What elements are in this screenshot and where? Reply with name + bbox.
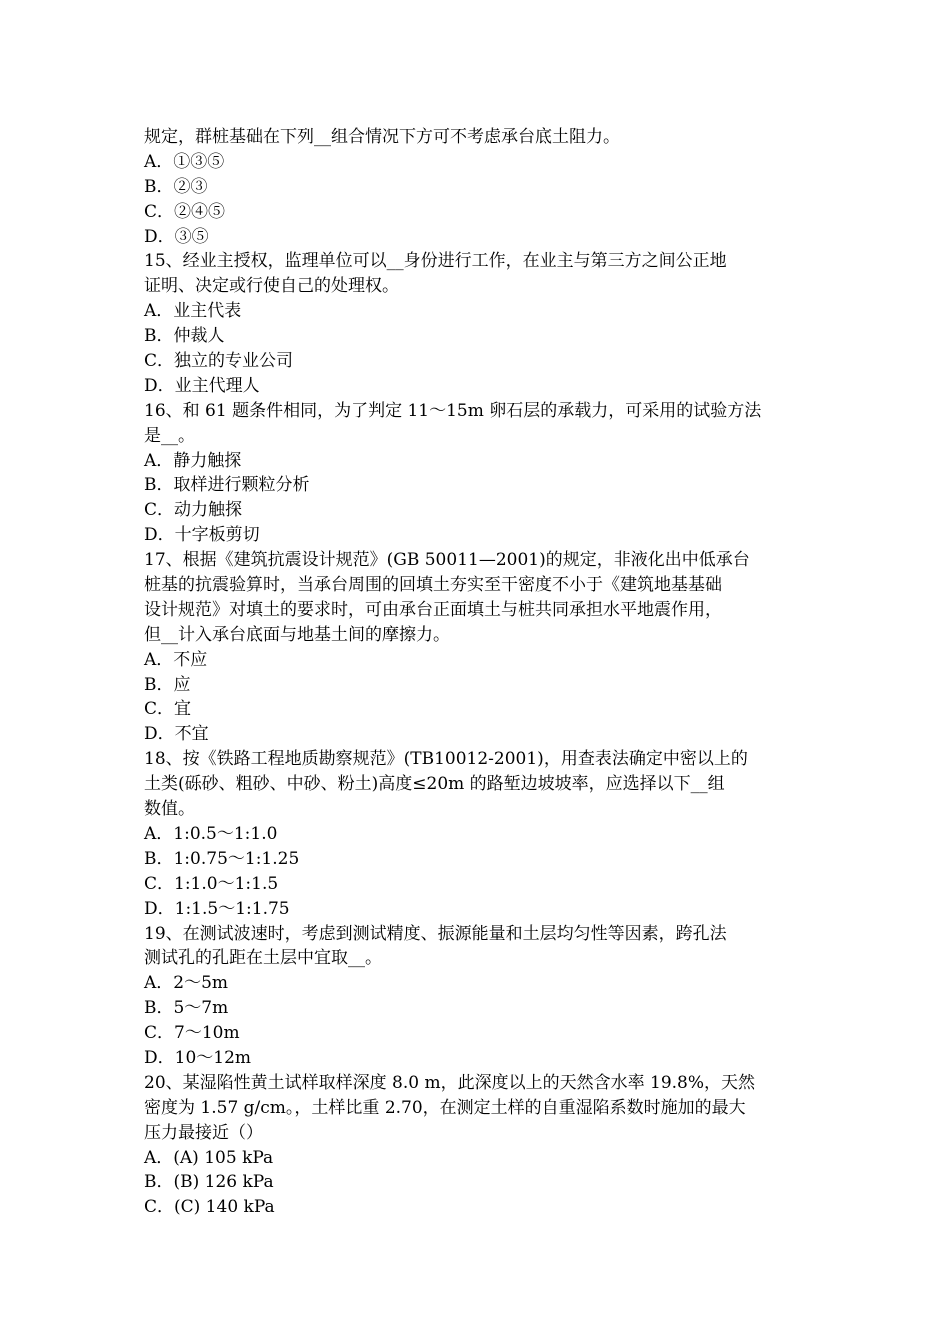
answer-option: A．业主代表 xyxy=(144,301,242,322)
text-line: 数值。 xyxy=(144,799,195,820)
answer-option: B．(B) 126 kPa xyxy=(144,1172,274,1193)
answer-option: B．应 xyxy=(144,674,191,695)
answer-option: C．宜 xyxy=(144,699,192,720)
answer-option: C．7～10m xyxy=(144,1023,240,1044)
text-line: 设计规范》对填土的要求时，可由承台正面填土与桩共同承担水平地震作用， xyxy=(144,599,722,620)
question-start-line: 19、在测试波速时，考虑到测试精度、振源能量和土层均匀性等因素，跨孔法 xyxy=(144,923,727,944)
text-line: 但__计入承台底面与地基土间的摩擦力。 xyxy=(144,624,450,645)
text-line: 规定，群桩基础在下列__组合情况下方可不考虑承台底土阻力。 xyxy=(144,127,620,147)
answer-option: A．静力触探 xyxy=(144,450,242,471)
document-body xyxy=(144,125,808,1220)
question-start-line: 20、某湿陷性黄土试样取样深度 8.0 m，此深度以上的天然含水率 19.8%，天然 xyxy=(144,1072,756,1093)
answer-option: C．独立的专业公司 xyxy=(144,351,294,372)
text-line: 测试孔的孔距在土层中宜取__。 xyxy=(144,948,382,969)
question-start-line: 15、经业主授权，监理单位可以__身份进行工作，在业主与第三方之间公正地 xyxy=(144,251,727,272)
question-start-line: 18、按《铁路工程地质勘察规范》(TB10012-2001)，用查表法确定中密以上的 xyxy=(144,749,748,770)
text-line: 压力最接近（） xyxy=(144,1122,263,1143)
answer-option: D．不宜 xyxy=(144,724,209,745)
text-line: 密度为 1.57 g/cm。，土样比重 2.70，在测定土样的自重湿陷系数时施加的最大 xyxy=(144,1097,746,1118)
answer-option: C．②④⑤ xyxy=(144,201,226,222)
question-start-line: 16、和 61 题条件相同，为了判定 11～15m 卵石层的承载力，可采用的试验方法 xyxy=(144,400,762,421)
text-line: 土类(砾砂、粗砂、中砂、粉土)高度≤20m 的路堑边坡坡率，应选择以下__组 xyxy=(144,774,725,795)
answer-option: D．10～12m xyxy=(144,1047,252,1068)
text-line: 是__。 xyxy=(144,425,195,446)
answer-option: C．动力触探 xyxy=(144,500,243,521)
question-start-line: 17、根据《建筑抗震设计规范》(GB 50011—2001)的规定，非液化出中低承台 xyxy=(144,550,750,571)
answer-option: D．③⑤ xyxy=(144,226,209,247)
answer-option: A．1:0.5～1:1.0 xyxy=(144,823,278,844)
text-line: 证明、决定或行使自己的处理权。 xyxy=(144,276,399,297)
answer-option: A．不应 xyxy=(144,649,208,670)
answer-option: B．②③ xyxy=(144,176,208,197)
answer-option: B．5～7m xyxy=(144,998,229,1019)
text-line: 桩基的抗震验算时，当承台周围的回填土夯实至干密度不小于《建筑地基基础 xyxy=(144,575,722,596)
answer-option: A．2～5m xyxy=(144,973,229,994)
answer-option: A．①③⑤ xyxy=(144,151,225,172)
answer-option: B．1:0.75～1:1.25 xyxy=(144,848,300,869)
answer-option: C．(C) 140 kPa xyxy=(144,1197,275,1218)
answer-option: D．1:1.5～1:1.75 xyxy=(144,898,290,919)
answer-option: A．(A) 105 kPa xyxy=(144,1147,274,1168)
answer-option: B．仲裁人 xyxy=(144,326,225,347)
answer-option: B．取样进行颗粒分析 xyxy=(144,475,310,496)
answer-option: C．1:1.0～1:1.5 xyxy=(144,873,279,894)
answer-option: D．业主代理人 xyxy=(144,375,260,396)
answer-option: D．十字板剪切 xyxy=(144,525,260,546)
